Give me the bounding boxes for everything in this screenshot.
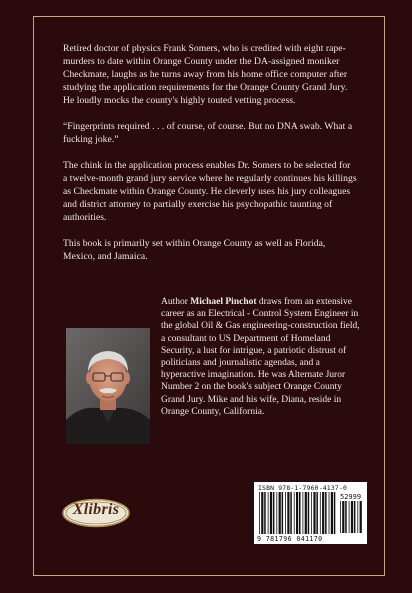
- isbn-barcode: [254, 482, 367, 544]
- barcode-bar: [322, 492, 324, 534]
- blurb-quote: “Fingerprints required . . . of course, of course. But no DNA swab. What a fucking joke.”: [63, 121, 353, 145]
- barcode-bar: [340, 501, 341, 533]
- barcode-bar: [264, 492, 266, 534]
- barcode-bar: [294, 492, 295, 534]
- barcode-bar: [308, 492, 310, 534]
- barcode-bar: [360, 501, 362, 533]
- barcode-bar: [273, 492, 275, 534]
- barcode-bar: [325, 492, 327, 534]
- barcode-bar: [342, 501, 344, 533]
- barcode-bar: [354, 501, 356, 533]
- logo-text: Xlibris: [72, 501, 120, 518]
- ean-digits: 9 781796 041170: [257, 535, 323, 543]
- barcode-bar: [351, 501, 353, 533]
- barcode-bar: [316, 492, 318, 534]
- barcode-bar: [311, 492, 312, 534]
- barcode-bar: [287, 492, 289, 534]
- author-bio-text: draws from an extensive career as an Electrical - Control System Engineer in the global Oil & Gas engineering-construction field, a consultant to US Department of Homeland Security, a lust for intrigue, a patriotic distrust of politicians and journalistic agendas, and a hyperactive imagination. He was Alternate Juror Number 2 on the book's subject Orange County Grand Jury. Mike and his wife, Diana, reside in Orange County, California.: [161, 297, 360, 417]
- author-name: Michael Pinchot: [190, 297, 257, 307]
- book-blurb: [63, 42, 357, 276]
- barcode-bar: [320, 492, 321, 534]
- barcode-bar: [331, 492, 333, 534]
- barcode-bar: [357, 501, 358, 533]
- author-photo: [66, 328, 150, 444]
- author-bio: [161, 296, 366, 418]
- barcode-bar: [303, 492, 304, 534]
- barcode-bar: [296, 492, 298, 534]
- barcode-bar: [345, 501, 347, 533]
- blurb-paragraph-1: Retired doctor of physics Frank Somers, who is credited with eight rape-murders to date within Orange County under the DA-assigned moniker Checkmate, laughs as he turns away from his home office computer after studying the application requirements for the Orange County Grand Jury. He loudly mocks the county's highly touted vetting process.: [63, 43, 348, 106]
- isbn-number: ISBN 978-1-7960-4137-0: [258, 484, 348, 492]
- barcode-bar: [290, 492, 292, 534]
- xlibris-logo: [62, 498, 130, 528]
- price-barcode-bars: [339, 501, 363, 533]
- barcode-bar: [261, 492, 263, 534]
- barcode-bar: [334, 492, 336, 534]
- barcode-bar: [285, 492, 286, 534]
- barcode-bar: [279, 492, 281, 534]
- barcode-bar: [299, 492, 301, 534]
- price-code: 52999: [340, 493, 362, 501]
- ean-barcode-bars: [258, 492, 336, 534]
- author-bio-lead: Author: [161, 297, 191, 307]
- barcode-bar: [259, 492, 260, 534]
- barcode-bar: [282, 492, 284, 534]
- blurb-setting: This book is primarily set within Orange County as well as Florida, Mexico, and Jamaica.: [63, 238, 326, 262]
- barcode-bar: [349, 501, 350, 533]
- barcode-bar: [305, 492, 307, 534]
- barcode-bar: [313, 492, 315, 534]
- blurb-paragraph-3: The chink in the application process enables Dr. Somers to be selected for a twelve-month grand jury service where he regularly continues his killings as Checkmate within Orange County. He cleverly uses his jury colleagues and district attorney to partially exercise his psychopathic taunting of authorities.: [63, 160, 357, 223]
- barcode-bar: [268, 492, 269, 534]
- barcode-bar: [329, 492, 330, 534]
- barcode-bar: [276, 492, 277, 534]
- barcode-bar: [270, 492, 272, 534]
